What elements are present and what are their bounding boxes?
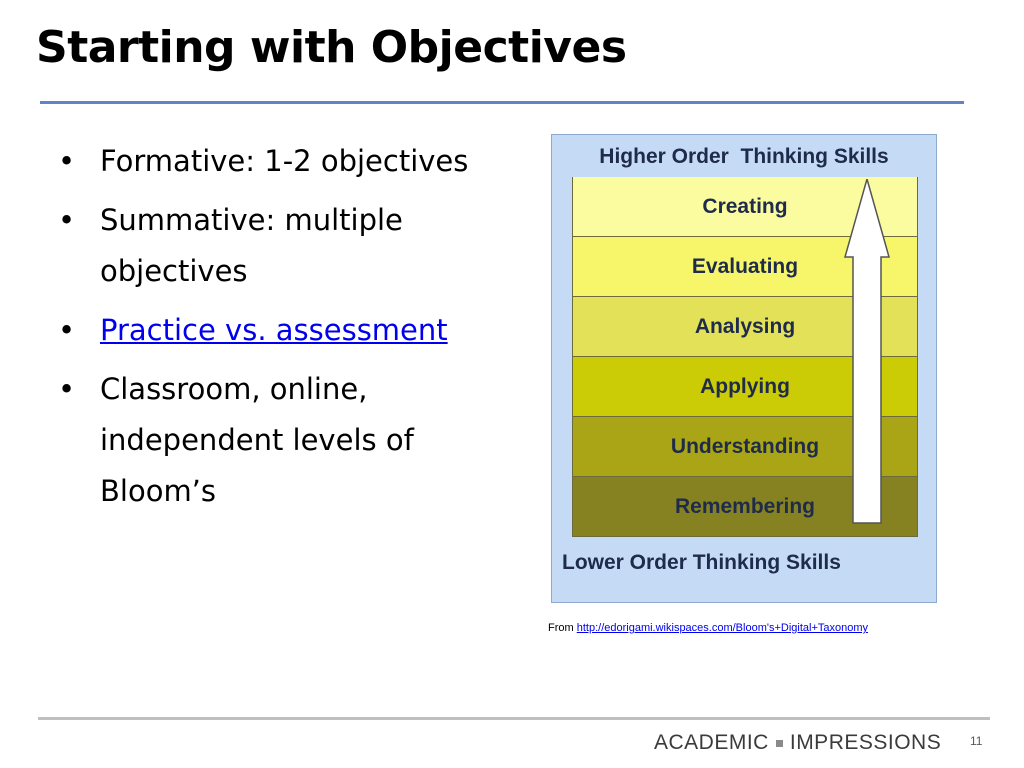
bullet-dot-icon: • [58,313,76,347]
bullet-item [56,364,496,517]
bullet-dot-icon: • [58,372,76,406]
page-number: 11 [970,734,983,748]
title-underline [40,101,964,104]
up-arrow-icon [835,179,915,529]
bullet-item [56,305,496,356]
logo-separator-icon [776,740,783,747]
higher-order-label: Higher Order Thinking Skills [599,145,889,168]
level-label: Evaluating [691,254,799,278]
slide-title: Starting with Objectives [36,22,627,73]
academic-impressions-logo [654,731,941,755]
level-label: Understanding [670,434,820,458]
logo-text-left: ACADEMIC [654,731,769,754]
blooms-taxonomy-figure [551,134,937,603]
footer-divider [38,717,990,720]
level-label: Remembering [674,494,816,518]
level-label: Creating [702,194,788,218]
bullet-text: Summative: multiple objectives [100,203,403,288]
bullet-dot-icon: • [58,144,76,178]
bullet-item [56,195,496,297]
bullet-text: Formative: 1-2 objectives [100,144,469,178]
bullet-text: Classroom, online, independent levels of Bloom’s [100,372,414,508]
logo-text-right: IMPRESSIONS [789,731,942,754]
bullet-dot-icon: • [58,203,76,237]
level-label: Applying [700,374,790,398]
bullet-list [56,136,496,525]
source-citation [548,622,868,634]
level-label: Analysing [694,314,796,338]
lower-order-label: Lower Order Thinking Skills [562,551,841,574]
source-prefix: From [548,622,577,634]
source-link[interactable]: http://edorigami.wikispaces.com/Bloom's+Digital+Taxonomy [576,622,869,634]
bullet-item [56,136,496,187]
practice-vs-assessment-link[interactable]: Practice vs. assessment [100,313,448,347]
